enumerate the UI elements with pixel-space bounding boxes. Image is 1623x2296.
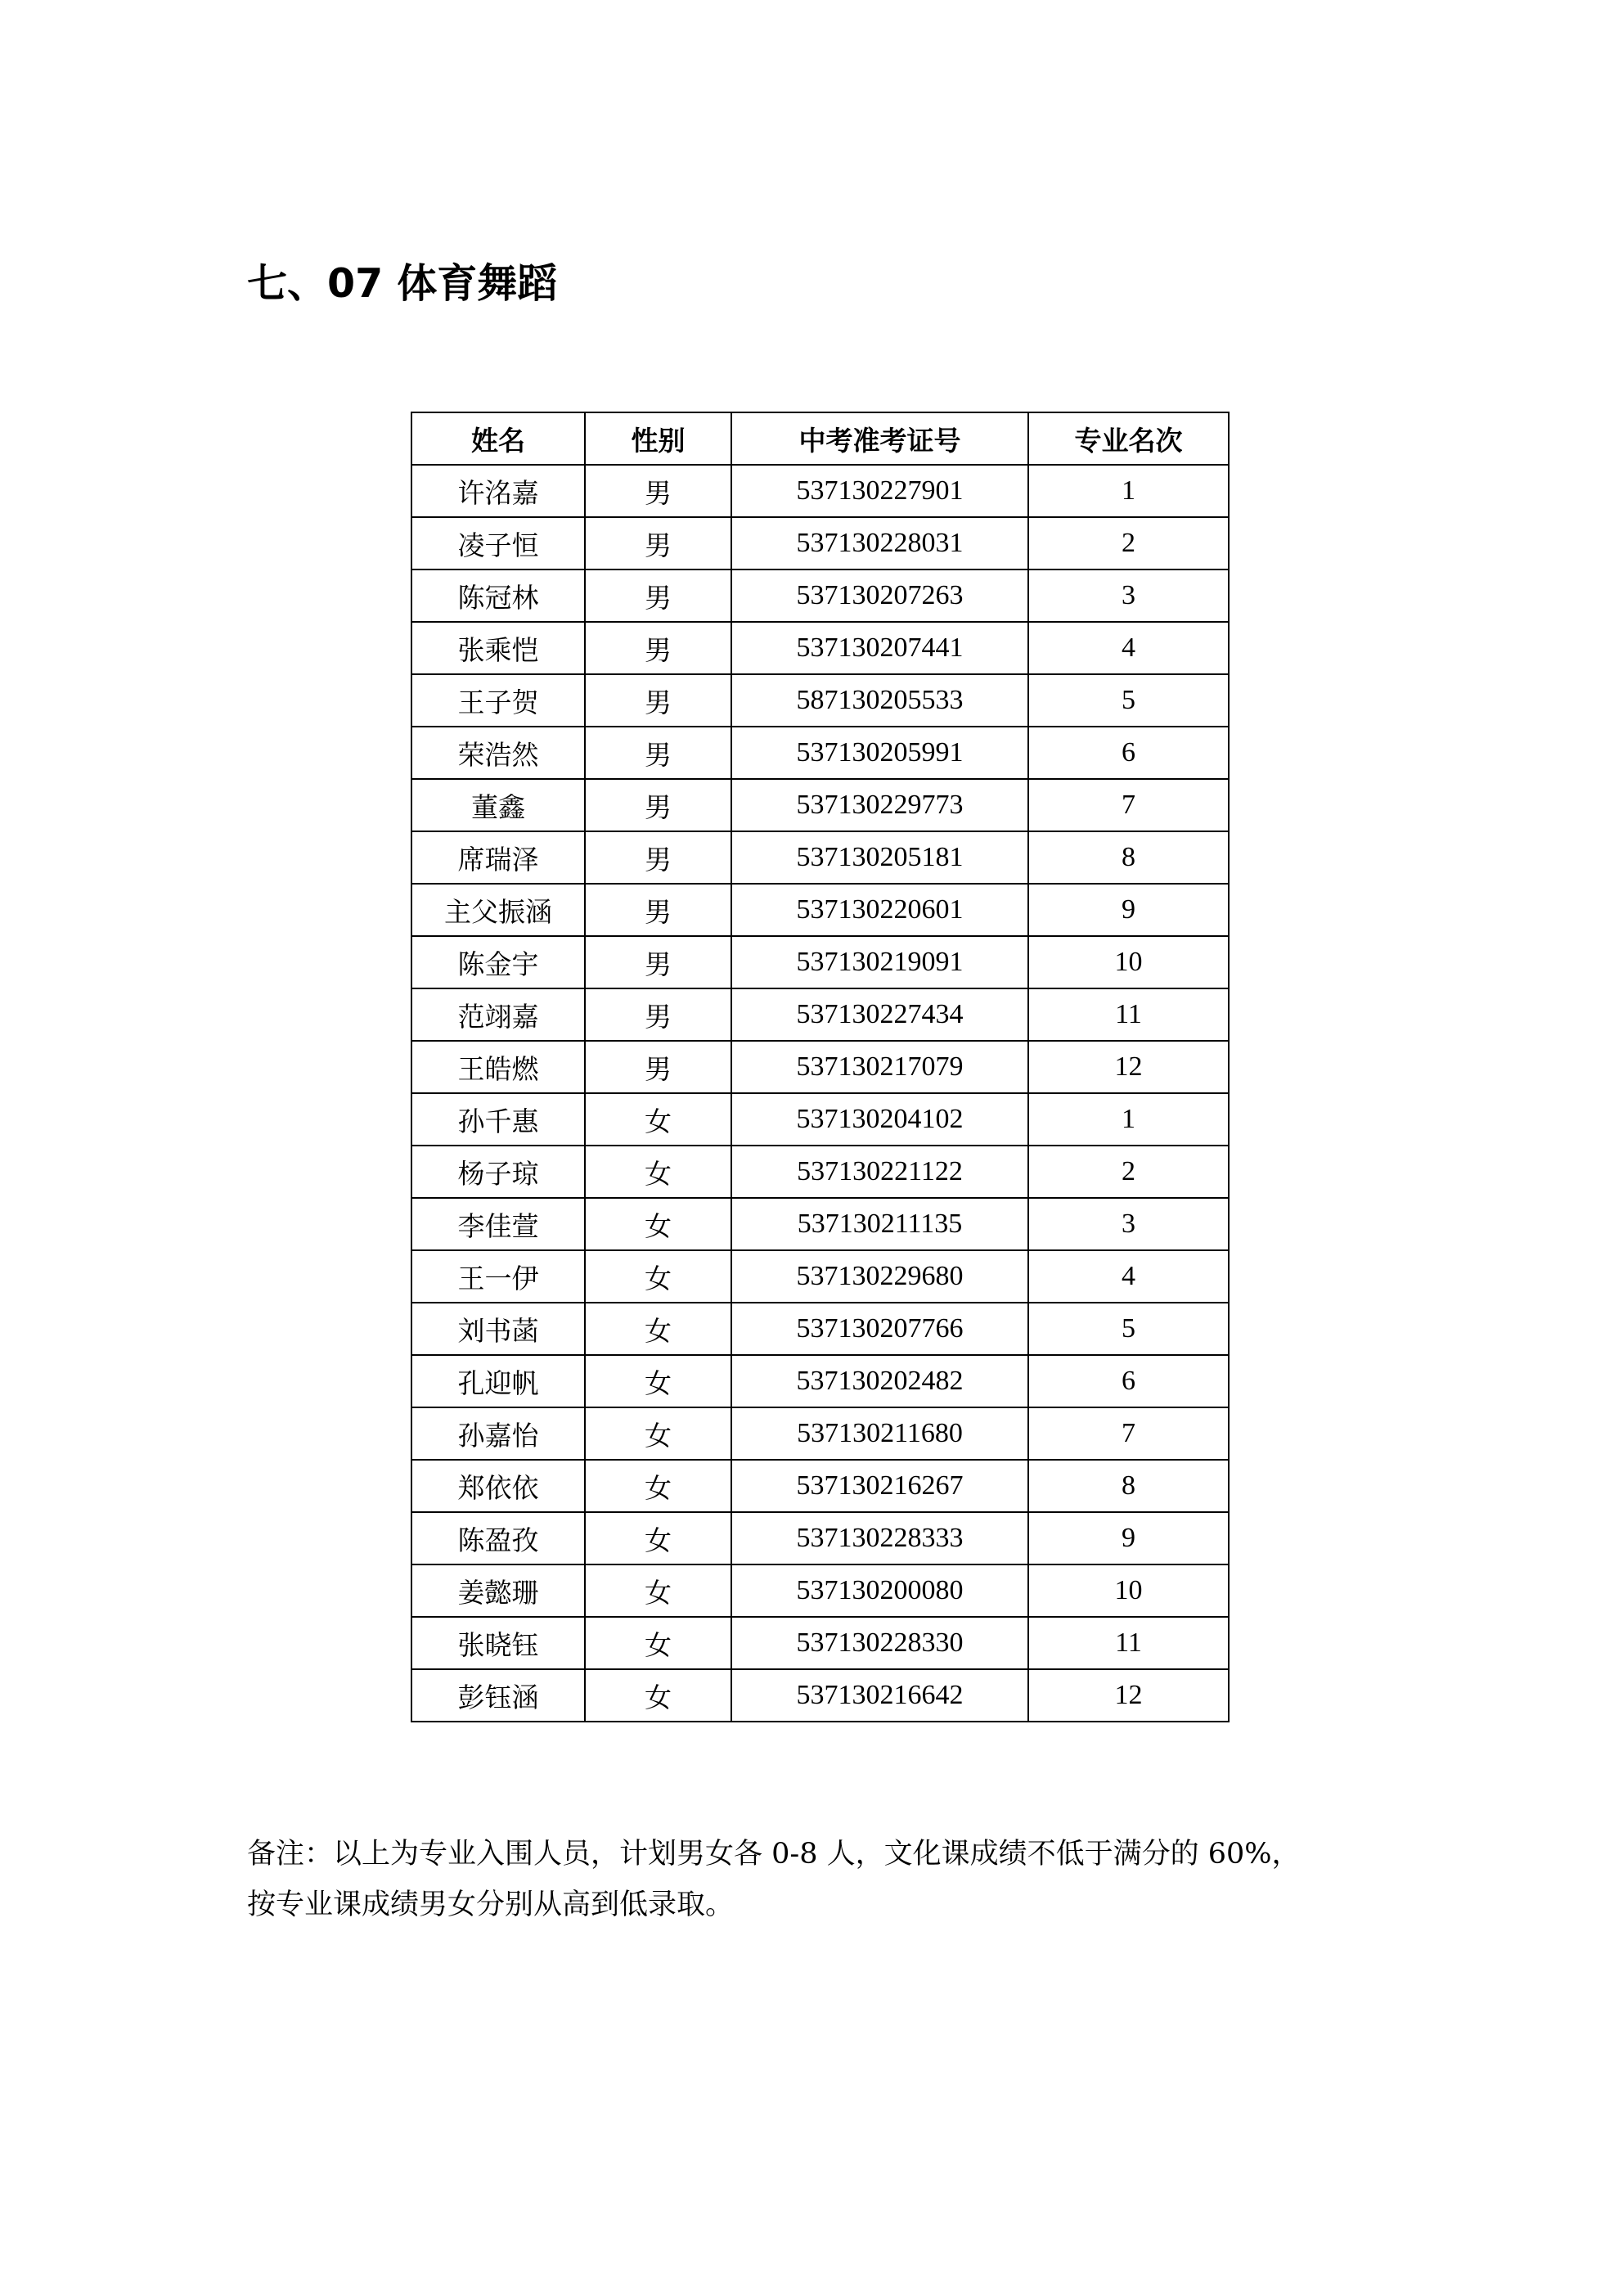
cell-gender: 男 <box>585 1041 731 1093</box>
table-row <box>411 1146 1229 1198</box>
table-row <box>411 674 1229 727</box>
cell-gender: 男 <box>585 884 731 936</box>
table-body <box>411 465 1229 1722</box>
header-rank: 专业名次 <box>1028 412 1229 465</box>
header-name: 姓名 <box>411 412 585 465</box>
table-row <box>411 1512 1229 1564</box>
cell-name: 张乘恺 <box>411 622 585 674</box>
table-row <box>411 988 1229 1041</box>
cell-rank: 6 <box>1028 1355 1229 1407</box>
cell-name: 孔迎帆 <box>411 1355 585 1407</box>
cell-name: 王子贺 <box>411 674 585 727</box>
cell-gender: 女 <box>585 1564 731 1617</box>
cell-exam-number: 537130217079 <box>731 1041 1028 1093</box>
cell-rank: 3 <box>1028 569 1229 622</box>
cell-gender: 女 <box>585 1355 731 1407</box>
cell-rank: 1 <box>1028 1093 1229 1146</box>
table-row <box>411 1041 1229 1093</box>
remark <box>247 1829 1409 1930</box>
table-row <box>411 569 1229 622</box>
cell-rank: 2 <box>1028 517 1229 569</box>
cell-rank: 4 <box>1028 622 1229 674</box>
cell-name: 董鑫 <box>411 779 585 831</box>
remark-line-1: 备注：以上为专业入围人员，计划男女各 0-8 人，文化课成绩不低于满分的 60%， <box>247 1838 1301 1871</box>
cell-rank: 10 <box>1028 936 1229 988</box>
cell-gender: 男 <box>585 674 731 727</box>
cell-exam-number: 537130227434 <box>731 988 1028 1041</box>
cell-gender: 男 <box>585 727 731 779</box>
cell-gender: 女 <box>585 1407 731 1460</box>
cell-exam-number: 537130205991 <box>731 727 1028 779</box>
cell-gender: 男 <box>585 779 731 831</box>
cell-exam-number: 537130205181 <box>731 831 1028 884</box>
table-row <box>411 831 1229 884</box>
table-row <box>411 884 1229 936</box>
cell-name: 孙嘉怡 <box>411 1407 585 1460</box>
cell-name: 彭钰涵 <box>411 1669 585 1722</box>
table-row <box>411 1669 1229 1722</box>
cell-gender: 男 <box>585 936 731 988</box>
cell-gender: 女 <box>585 1250 731 1303</box>
cell-name: 陈金宇 <box>411 936 585 988</box>
table-row <box>411 1093 1229 1146</box>
cell-gender: 女 <box>585 1303 731 1355</box>
cell-name: 席瑞泽 <box>411 831 585 884</box>
cell-gender: 男 <box>585 465 731 517</box>
cell-name: 陈冠林 <box>411 569 585 622</box>
cell-rank: 5 <box>1028 674 1229 727</box>
cell-gender: 女 <box>585 1617 731 1669</box>
table-row <box>411 779 1229 831</box>
cell-rank: 7 <box>1028 1407 1229 1460</box>
table-row <box>411 1250 1229 1303</box>
table-row <box>411 465 1229 517</box>
cell-rank: 12 <box>1028 1669 1229 1722</box>
cell-name: 王皓燃 <box>411 1041 585 1093</box>
cell-name: 李佳萱 <box>411 1198 585 1250</box>
cell-gender: 女 <box>585 1512 731 1564</box>
cell-rank: 2 <box>1028 1146 1229 1198</box>
remark-line-2: 按专业课成绩男女分别从高到低录取。 <box>247 1889 735 1921</box>
cell-gender: 女 <box>585 1460 731 1512</box>
cell-rank: 3 <box>1028 1198 1229 1250</box>
cell-gender: 女 <box>585 1198 731 1250</box>
cell-exam-number: 537130221122 <box>731 1146 1028 1198</box>
table-row <box>411 727 1229 779</box>
cell-rank: 5 <box>1028 1303 1229 1355</box>
cell-name: 杨子琼 <box>411 1146 585 1198</box>
cell-name: 范翊嘉 <box>411 988 585 1041</box>
cell-name: 凌子恒 <box>411 517 585 569</box>
section-title: 七、07 体育舞蹈 <box>247 260 558 307</box>
cell-rank: 6 <box>1028 727 1229 779</box>
cell-exam-number: 537130228031 <box>731 517 1028 569</box>
cell-exam-number: 537130211680 <box>731 1407 1028 1460</box>
table-row <box>411 1198 1229 1250</box>
cell-exam-number: 537130227901 <box>731 465 1028 517</box>
cell-rank: 11 <box>1028 988 1229 1041</box>
cell-name: 许洺嘉 <box>411 465 585 517</box>
table-row <box>411 1617 1229 1669</box>
table-row <box>411 1303 1229 1355</box>
cell-gender: 男 <box>585 622 731 674</box>
cell-rank: 10 <box>1028 1564 1229 1617</box>
table-header-row <box>411 412 1229 465</box>
cell-exam-number: 537130200080 <box>731 1564 1028 1617</box>
cell-name: 张晓钰 <box>411 1617 585 1669</box>
cell-rank: 4 <box>1028 1250 1229 1303</box>
cell-name: 荣浩然 <box>411 727 585 779</box>
cell-exam-number: 537130229680 <box>731 1250 1028 1303</box>
cell-name: 王一伊 <box>411 1250 585 1303</box>
cell-gender: 男 <box>585 988 731 1041</box>
cell-exam-number: 537130228330 <box>731 1617 1028 1669</box>
cell-rank: 9 <box>1028 884 1229 936</box>
cell-name: 主父振涵 <box>411 884 585 936</box>
cell-rank: 12 <box>1028 1041 1229 1093</box>
cell-gender: 男 <box>585 831 731 884</box>
cell-exam-number: 537130229773 <box>731 779 1028 831</box>
cell-gender: 女 <box>585 1146 731 1198</box>
cell-exam-number: 537130216642 <box>731 1669 1028 1722</box>
table-row <box>411 1355 1229 1407</box>
cell-exam-number: 537130220601 <box>731 884 1028 936</box>
cell-exam-number: 537130207263 <box>731 569 1028 622</box>
cell-rank: 8 <box>1028 831 1229 884</box>
cell-exam-number: 537130207766 <box>731 1303 1028 1355</box>
cell-gender: 女 <box>585 1093 731 1146</box>
cell-name: 姜懿珊 <box>411 1564 585 1617</box>
cell-gender: 男 <box>585 569 731 622</box>
header-gender: 性别 <box>585 412 731 465</box>
admission-table <box>411 412 1230 1722</box>
cell-exam-number: 537130216267 <box>731 1460 1028 1512</box>
cell-gender: 男 <box>585 517 731 569</box>
table-row <box>411 1407 1229 1460</box>
cell-rank: 8 <box>1028 1460 1229 1512</box>
table-row <box>411 517 1229 569</box>
header-exam-number: 中考准考证号 <box>731 412 1028 465</box>
table-row <box>411 936 1229 988</box>
cell-exam-number: 537130228333 <box>731 1512 1028 1564</box>
cell-name: 孙千惠 <box>411 1093 585 1146</box>
cell-rank: 1 <box>1028 465 1229 517</box>
cell-exam-number: 537130219091 <box>731 936 1028 988</box>
cell-exam-number: 587130205533 <box>731 674 1028 727</box>
cell-exam-number: 537130204102 <box>731 1093 1028 1146</box>
table-row <box>411 1460 1229 1512</box>
cell-name: 刘书菡 <box>411 1303 585 1355</box>
cell-gender: 女 <box>585 1669 731 1722</box>
table-row <box>411 622 1229 674</box>
cell-name: 陈盈孜 <box>411 1512 585 1564</box>
cell-rank: 11 <box>1028 1617 1229 1669</box>
cell-exam-number: 537130211135 <box>731 1198 1028 1250</box>
cell-exam-number: 537130207441 <box>731 622 1028 674</box>
cell-rank: 7 <box>1028 779 1229 831</box>
cell-name: 郑依依 <box>411 1460 585 1512</box>
table-row <box>411 1564 1229 1617</box>
cell-exam-number: 537130202482 <box>731 1355 1028 1407</box>
cell-rank: 9 <box>1028 1512 1229 1564</box>
